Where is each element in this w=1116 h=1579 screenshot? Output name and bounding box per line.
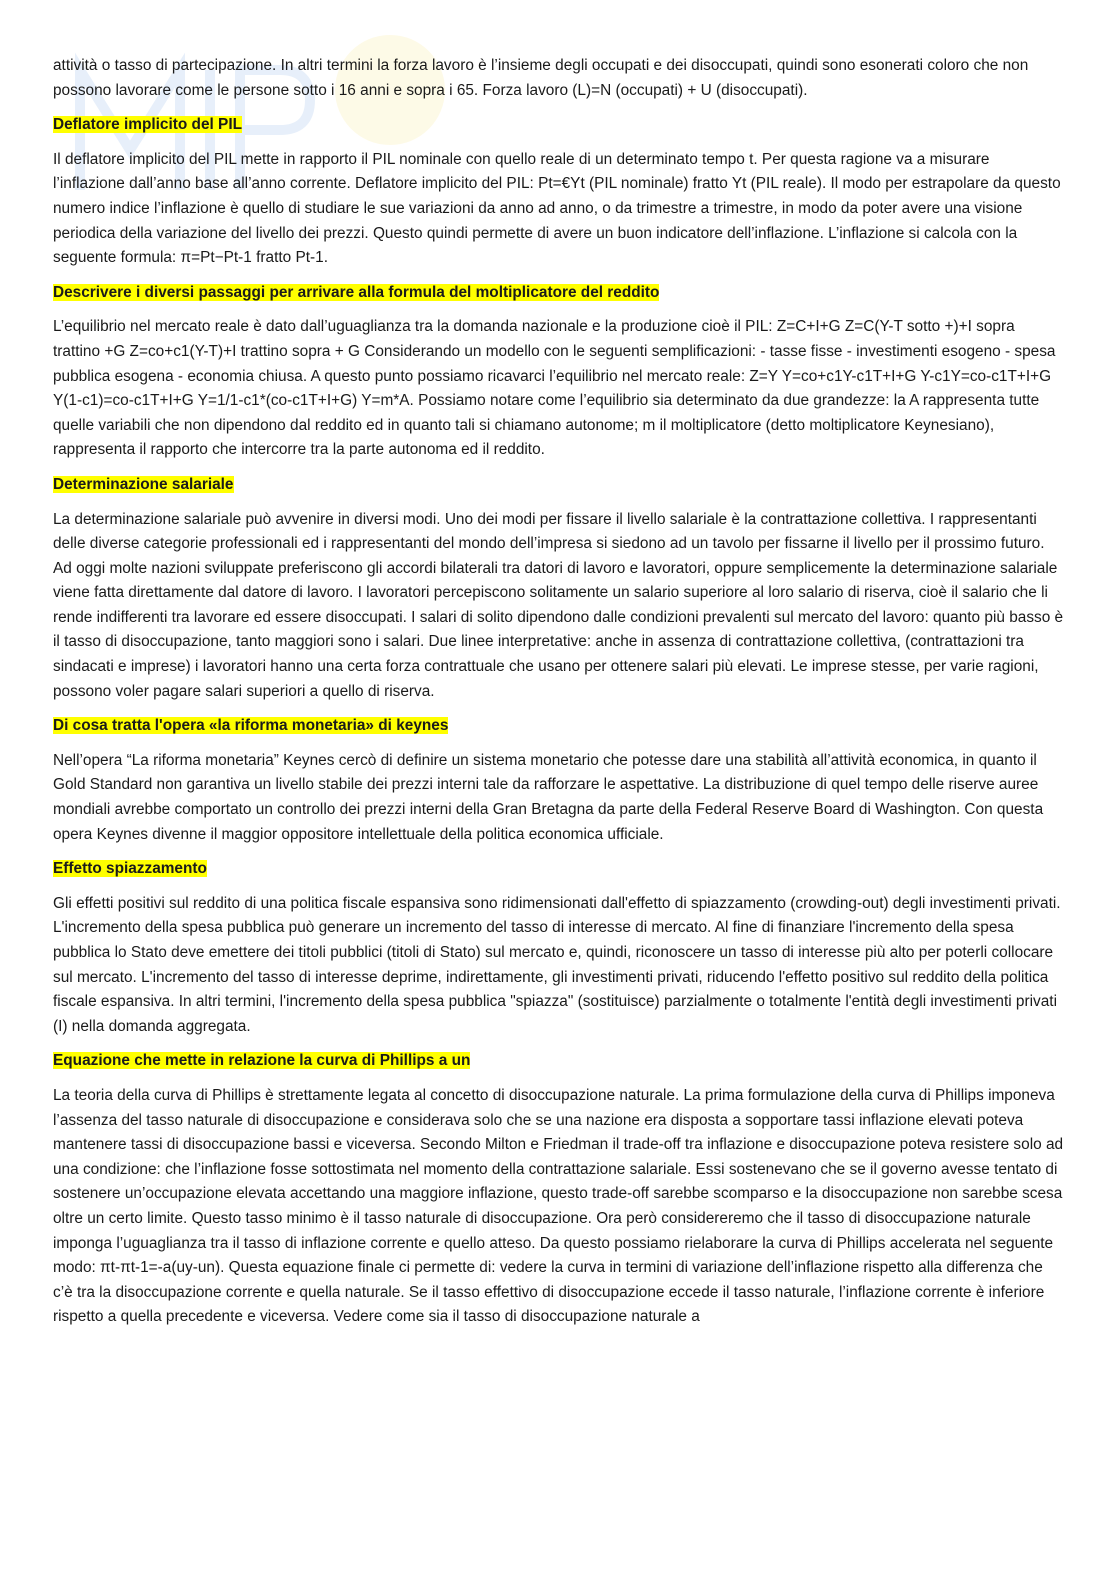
section-body: La determinazione salariale può avvenire in diversi modi. Uno dei modi per fissare il livello salariale è la contrattazione collettiva. I rappresentanti delle diverse categorie professionali ed i rappresentanti del mondo dell’impresa si siedono ad un tavolo per fissarne il livello per il prossimo futuro. Ad oggi molte nazioni sviluppate preferiscono gli accordi bilaterali tra datori di lavoro e lavoratori, oppure semplicemente la determinazione salariale viene fatta direttamente dal datore di lavoro. I lavoratori percepiscono solitamente un salario superiore al loro salario di riserva, cioè il salario che li rende indifferenti tra lavorare ed essere disoccupati. I salari di solito dipendono dalle condizioni prevalenti sul mercato del lavoro: quanto più basso è il tasso di disoccupazione, tanto maggiori sono i salari. Due linee interpretative: anche in assenza di contrattazione collettiva, (contrattazioni tra sindacati e imprese) i lavoratori hanno una certa forza contrattuale che usano per ottenere salari più elevati. Le imprese stesse, per varie ragioni, possono voler pagare salari superiori a quello di riserva. — [53, 510, 1064, 700]
section-heading: Determinazione salariale — [53, 475, 234, 493]
section-heading: Descrivere i diversi passaggi per arrivare alla formula del moltiplicatore del reddito — [53, 283, 660, 301]
section-heading: Deflatore implicito del PIL — [53, 116, 242, 134]
section-heading: Equazione che mette in relazione la curva di Phillips a un — [53, 1052, 471, 1070]
section-effetto-spiazzamento — [53, 857, 1065, 1039]
section-moltiplicatore — [53, 281, 1065, 463]
section-riforma-monetaria — [53, 714, 1065, 847]
section-body: Il deflatore implicito del PIL mette in rapporto il PIL nominale con quello reale di un determinato tempo t. Per questa ragione va a misurare l’inflazione dall’anno base all’anno corrente. Deflatore implicito del PIL: Pt=€Yt (PIL nominale) fratto Yt (PIL reale). Il modo per estrapolare da questo numero indice l’inflazione è quello di studiare le sue variazioni da anno ad anno, o da trimestre a trimestre, in modo da poter avere una visione periodica della variazione del livello dei prezzi. Questo quindi permette di avere un buon indicatore dell’inflazione. L’inflazione si calcola con la seguente formula: π=Pt−Pt-1 fratto Pt-1. — [53, 150, 1061, 267]
document-page — [53, 54, 1065, 1340]
section-body: Nell’opera “La riforma monetaria” Keynes cercò di definire un sistema monetario che potesse dare una stabilità all’attività economica, in quanto il Gold Standard non garantiva un livello stabile dei prezzi interni tale da rafforzare le aspettative. La distribuzione di quel tempo delle riserve auree mondiali avrebbe comportato un controllo dei prezzi interni della Gran Bretagna da parte della Federal Reserve Board di Washington. Con questa opera Keynes divenne il maggior oppositore intellettuale della politica economica ufficiale. — [53, 751, 1044, 843]
section-body: La teoria della curva di Phillips è strettamente legata al concetto di disoccupazione naturale. La prima formulazione della curva di Phillips imponeva l’assenza del tasso naturale di disoccupazione e considerava solo che se una nazione era disposta a sopportare tassi inflazione elevati poteva mantenere tassi di disoccupazione bassi e viceversa. Secondo Milton e Friedman il trade-off tra inflazione e disoccupazione poteva resistere solo ad una condizione: che l’inflazione fosse sottostimata nel momento della contrattazione salariale. Essi sostenevano che se il governo avesse tentato di sostenere un’occupazione elevata accettando una maggiore inflazione, questo trade-off sarebbe scomparso e la disoccupazione non sarebbe scesa oltre un certo limite. Questo tasso minimo è il tasso naturale di disoccupazione. Ora però considereremo che il tasso di disoccupazione naturale imponga l’uguaglianza tra il tasso di inflazione corrente e quello atteso. Da questo possiamo rielaborare la curva di Phillips accelerata nel seguente modo: πt-πt-1=-a(uy-un). Questa equazione finale ci permette di: vedere la curva in termini di variazione dell’inflazione rispetto alla differenza che c’è tra la disoccupazione corrente e quella naturale. Se il tasso effettivo di disoccupazione eccede il tasso naturale, l’inflazione corrente è inferiore rispetto a quella precedente e viceversa. Vedere come sia il tasso di disoccupazione naturale a — [53, 1086, 1064, 1326]
intro-paragraph: attività o tasso di partecipazione. In altri termini la forza lavoro è l’insieme degli occupati e dei disoccupati, quindi sono esonerati coloro che non possono lavorare come le persone sotto i 16 anni e sopra i 65. Forza lavoro (L)=N (occupati) + U (disoccupati). — [53, 57, 1029, 99]
section-determinazione-salariale — [53, 473, 1065, 704]
section-deflatore — [53, 113, 1065, 271]
section-heading: Effetto spiazzamento — [53, 860, 207, 878]
section-curva-phillips — [53, 1049, 1065, 1330]
section-heading: Di cosa tratta l'opera «la riforma monetaria» di keynes — [53, 717, 449, 735]
section-body: Gli effetti positivi sul reddito di una politica fiscale espansiva sono ridimensionati dall'effetto di spiazzamento (crowding-out) degli investimenti privati. L'incremento della spesa pubblica può generare un incremento del tasso di interesse di mercato. Al fine di finanziare l'incremento della spesa pubblica lo Stato deve emettere dei titoli pubblici (titoli di Stato) sul mercato e, quindi, riconoscere un tasso di interesse più alto per poterli collocare sul mercato. L'incremento del tasso di interesse deprime, indirettamente, gli investimenti privati, riducendo l'effetto positivo sul reddito della politica fiscale espansiva. In altri termini, l'incremento della spesa pubblica "spiazza" (sostituisce) parzialmente o totalmente l'entità degli investimenti privati (I) nella domanda aggregata. — [53, 894, 1061, 1035]
section-body: L’equilibrio nel mercato reale è dato dall’uguaglianza tra la domanda nazionale e la produzione cioè il PIL: Z=C+I+G Z=C(Y-T sotto +)+I sopra trattino +G Z=co+c1(Y-T)+I trattino sopra + G Considerando un modello con le seguenti semplificazioni: - tasse fisse - investimenti esogeno - spesa pubblica esogena - economia chiusa. A questo punto possiamo ricavarci l’equilibrio nel mercato reale: Z=Y Y=co+c1Y-c1T+I+G Y-c1Y=co-c1T+I+G Y(1-c1)=co-c1T+I+G Y=1/1-c1*(co-c1T+I+G) Y=m*A. Possiamo notare come l’equilibrio sia determinato da due grandezze: la A rappresenta tutte quelle variabili che non dipendono dal reddito ed in quanto tali si chiamano autonome; m il moltiplicatore (detto moltiplicatore Keynesiano), rappresenta il rapporto che intercorre tra la parte autonoma ed il reddito. — [53, 318, 1056, 459]
